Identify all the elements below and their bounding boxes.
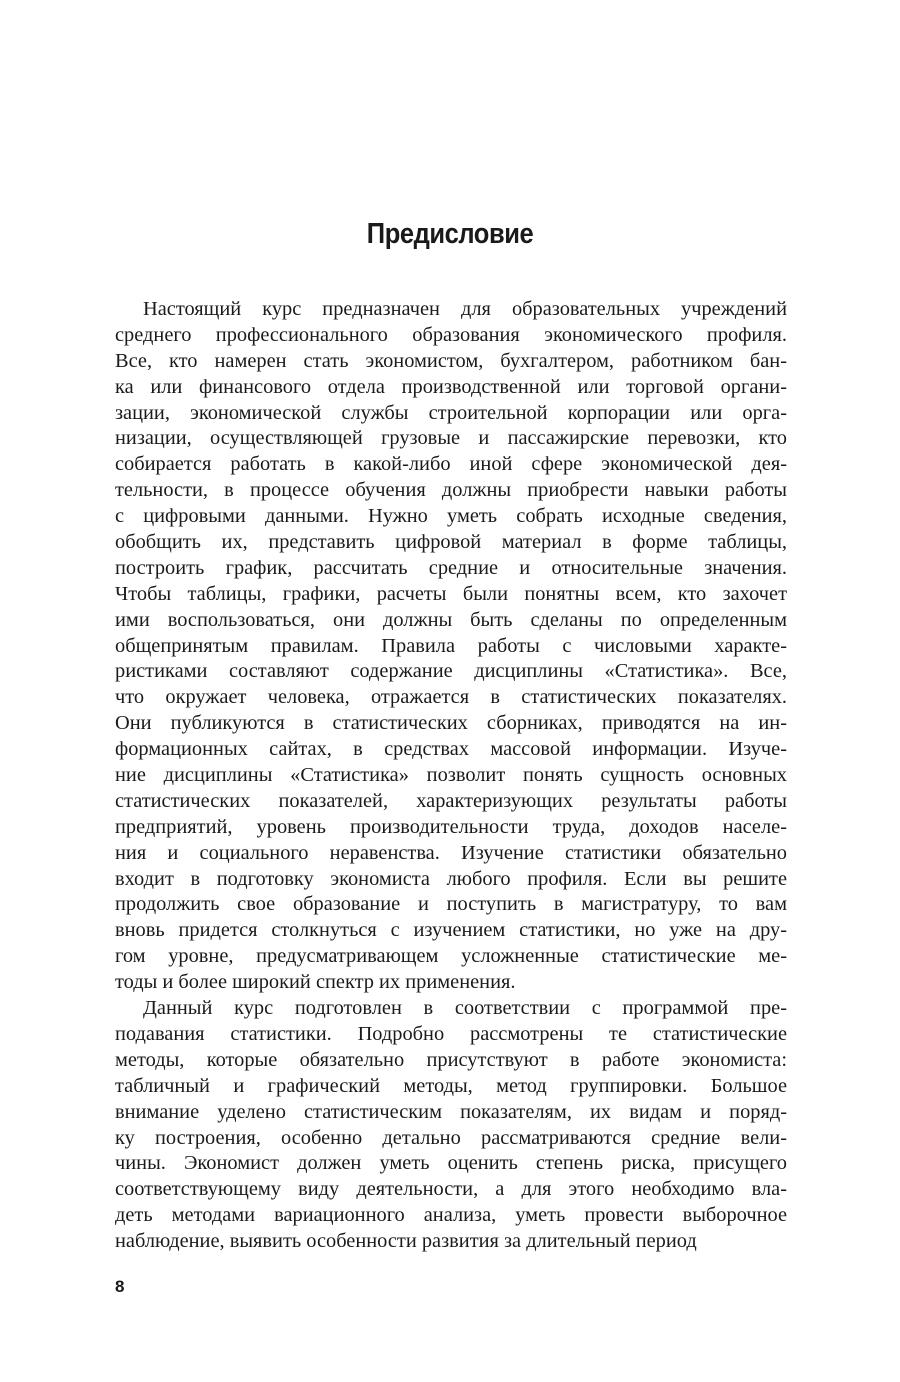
text-line: гом уровне, предусматривающем усложненные статистические ме- [115,945,787,968]
text-line: ристиками составляют содержание дисциплины «Статистика». Все, [115,660,787,683]
text-line: ими воспользоваться, они должны быть сделаны по определенным [115,608,787,631]
text-line: наблюдение, выявить особенности развития за длительный период [115,1230,697,1253]
text-line: статистических показателей, характеризующих результаты работы [115,789,787,812]
text-line: Чтобы таблицы, графики, расчеты были понятны всем, кто захочет [115,582,787,605]
paragraph [115,996,787,1255]
text-line: общепринятым правилам. Правила работы с числовыми характе- [115,634,787,657]
text-line: что окружает человека, отражается в статистических показателях. [115,686,787,709]
text-line: входит в подготовку экономиста любого профиля. Если вы решите [115,867,787,890]
text-line: с цифровыми данными. Нужно уметь собрать исходные сведения, [115,505,787,528]
text-line: тельности, в процессе обучения должны приобрести навыки работы [115,479,787,502]
text-line: деть методами вариационного анализа, уметь провести выборочное [115,1204,787,1227]
text-line: методы, которые обязательно присутствуют в работе экономиста: [115,1048,787,1071]
text-line: построить график, рассчитать средние и относительные значения. [115,556,787,579]
text-line: ка или финансового отдела производственной или торговой органи- [115,375,787,398]
text-line: вновь придется столкнуться с изучением статистики, но уже на дру- [115,919,787,942]
text-line: Все, кто намерен стать экономистом, бухгалтером, работником бан- [115,349,787,372]
text-line: Они публикуются в статистических сборниках, приводятся на ин- [115,712,787,735]
text-line: низации, осуществляющей грузовые и пассажирские перевозки, кто [115,427,787,450]
text-line: Данный курс подготовлен в соответствии с программой пре- [143,997,787,1020]
text-line: среднего профессионального образования экономического профиля. [115,323,787,346]
text-line: Настоящий курс предназначен для образовательных учреждений [143,298,787,320]
text-line: подавания статистики. Подробно рассмотрены те статистические [115,1022,787,1045]
text-line: обобщить их, представить цифровой материал в форме таблицы, [115,531,787,554]
text-line: ку построения, особенно детально рассматриваются средние вели- [115,1126,787,1149]
text-line: продолжить свое образование и поступить в магистратуру, то вам [115,893,787,916]
text-line: формационных сайтах, в средствах массовой информации. Изуче- [115,738,787,761]
text-line: ние дисциплины «Статистика» позволит понять сущность основных [115,764,787,787]
text-line: зации, экономической службы строительной корпорации или орга- [115,401,787,424]
body-text [115,297,787,1255]
text-line: соответствующему виду деятельности, а для этого необходимо вла- [115,1178,787,1201]
text-line: тоды и более широкий спектр их применения. [115,971,516,994]
text-line: предприятий, уровень производительности труда, доходов населе- [115,815,787,838]
page-number: 8 [115,1277,125,1296]
paragraph [115,297,787,996]
page-title: Предисловие [366,218,534,250]
text-line: собирается работать в какой-либо иной сфере экономической дея- [115,453,787,476]
text-line: ния и социального неравенства. Изучение статистики обязательно [115,841,787,864]
text-line: чины. Экономист должен уметь оценить степень риска, присущего [115,1152,787,1175]
text-line: табличный и графический методы, метод группировки. Большое [115,1074,787,1097]
text-line: внимание уделено статистическим показателям, их видам и поряд- [115,1100,787,1123]
